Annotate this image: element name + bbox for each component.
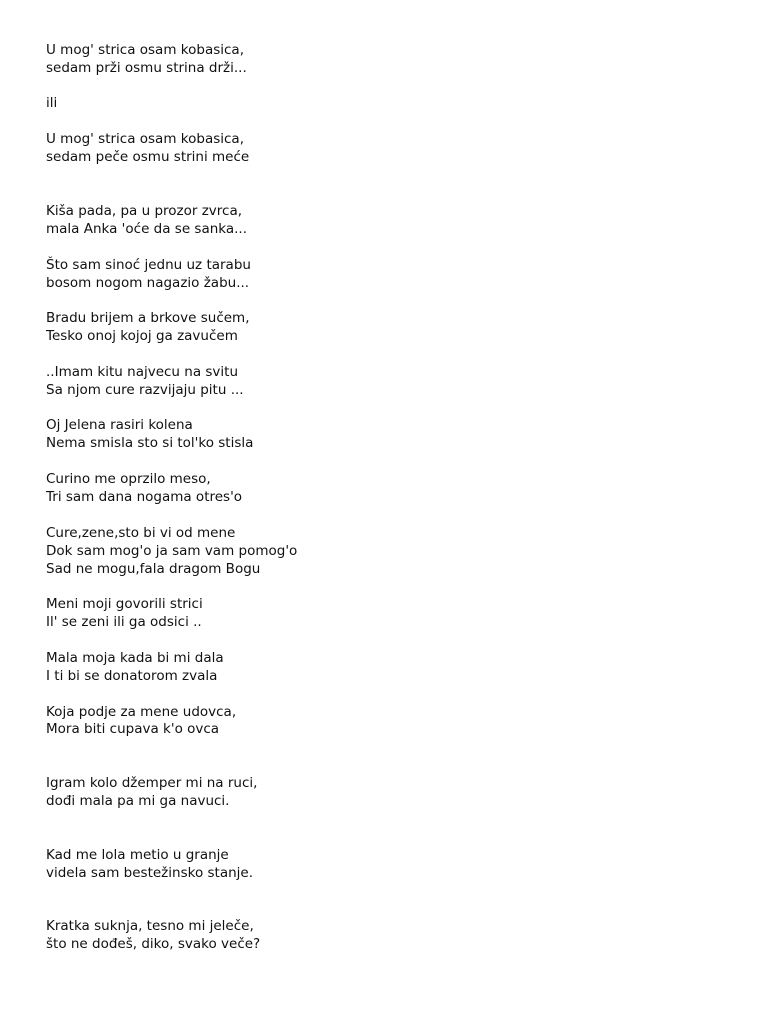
poem-line: videla sam bestežinsko stanje. (46, 865, 254, 881)
poem-line: Što sam sinoć jednu uz tarabu (46, 257, 251, 273)
poem-line: Dok sam mog'o ja sam vam pomog'o (46, 543, 298, 559)
poem-line: Sad ne mogu,fala dragom Bogu (46, 561, 261, 577)
poem-line: U mog' strica osam kobasica, (46, 131, 244, 147)
poem-line: ili (46, 95, 58, 111)
poem-line: U mog' strica osam kobasica, (46, 42, 244, 58)
poem-line: dođi mala pa mi ga navuci. (46, 793, 230, 809)
poem-line: sedam prži osmu strina drži... (46, 60, 247, 76)
poem-line: Mala moja kada bi mi dala (46, 650, 224, 666)
poem-line: Kratka suknja, tesno mi jeleče, (46, 918, 254, 934)
poem-line: Cure,zene,sto bi vi od mene (46, 525, 236, 541)
poem-line: mala Anka 'oće da se sanka... (46, 221, 248, 237)
poem-line: Koja podje za mene udovca, (46, 704, 237, 720)
poem-line: Oj Jelena rasiri kolena (46, 417, 193, 433)
poem-line: Il' se zeni ili ga odsici .. (46, 614, 202, 630)
poem-line: bosom nogom nagazio žabu... (46, 275, 250, 291)
poem-line: Bradu brijem a brkove sučem, (46, 310, 250, 326)
poem-line: Kiša pada, pa u prozor zvrca, (46, 203, 243, 219)
poem-line: sedam peče osmu strini meće (46, 149, 250, 165)
poem-line: Igram kolo džemper mi na ruci, (46, 775, 258, 791)
poem-line: Tesko onoj kojoj ga zavučem (46, 328, 238, 344)
poem-line: I ti bi se donatorom zvala (46, 668, 218, 684)
poem-line: Nema smisla sto si tol'ko stisla (46, 435, 254, 451)
poem-line: Meni moji govorili strici (46, 596, 203, 612)
poem-line: Mora biti cupava k'o ovca (46, 721, 220, 737)
poem-line: ..Imam kitu najvecu na svitu (46, 364, 239, 380)
poem-line: Tri sam dana nogama otres'o (46, 489, 243, 505)
poem-line: Kad me lola metio u granje (46, 847, 229, 863)
poem-line: Sa njom cure razvijaju pitu ... (46, 382, 244, 398)
poem-line: što ne dođeš, diko, svako veče? (46, 936, 261, 952)
poem-line: Curino me oprzilo meso, (46, 471, 211, 487)
